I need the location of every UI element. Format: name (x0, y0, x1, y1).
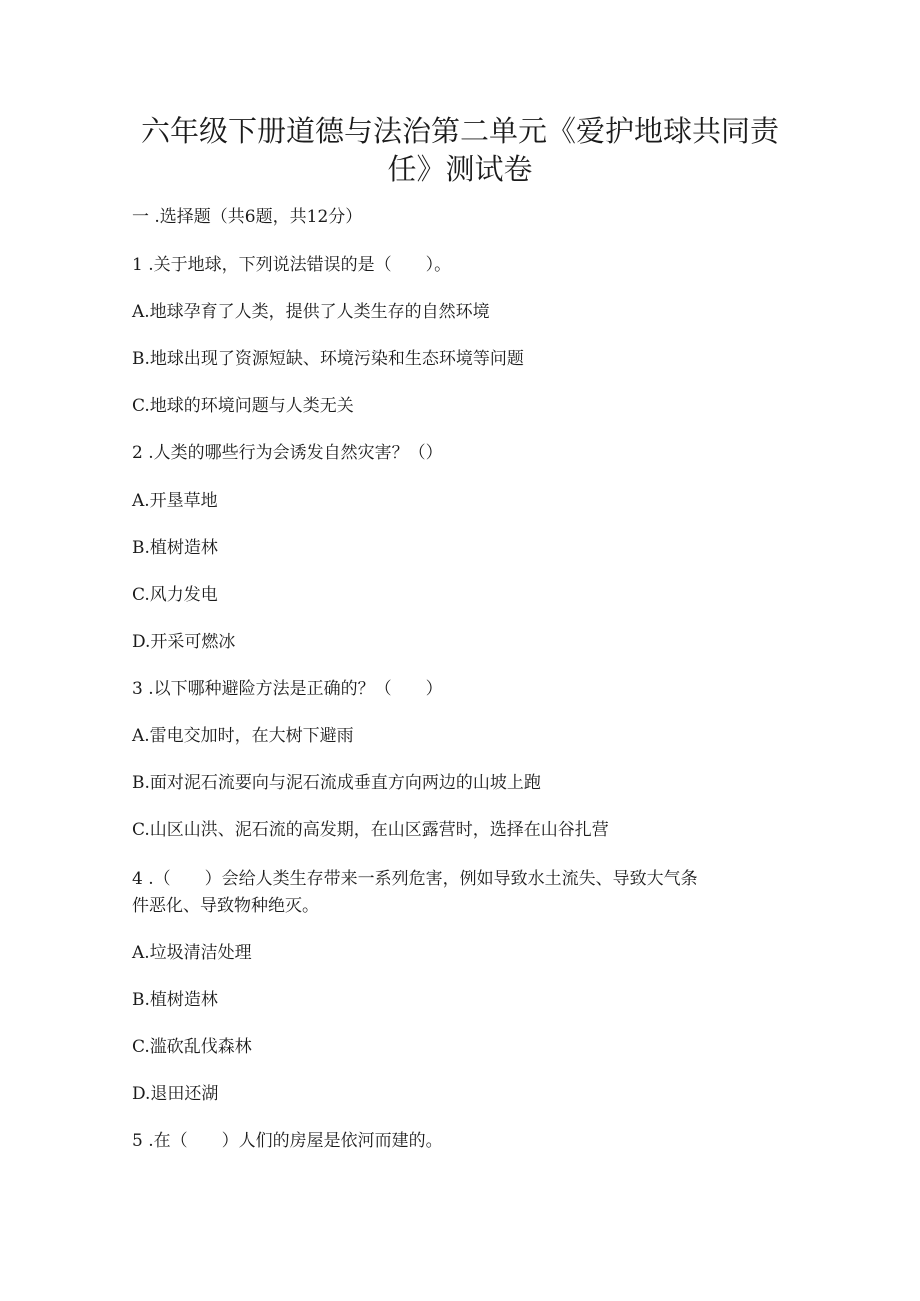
question-4-option-c: C.滥砍乱伐森林 (132, 1037, 252, 1057)
title-line-2: 任》测试卷 (387, 152, 533, 186)
question-3-stem: 3 .以下哪种避险方法是正确的？（ ） (132, 679, 443, 699)
question-2-option-a: A.开垦草地 (132, 491, 218, 511)
question-4-option-a: A.垃圾清洁处理 (132, 943, 252, 963)
question-1-option-c: C.地球的环境问题与人类无关 (132, 396, 354, 416)
question-1-option-a: A.地球孕育了人类，提供了人类生存的自然环境 (132, 302, 490, 322)
question-4-option-d: D.退田还湖 (132, 1084, 219, 1104)
question-2-option-c: C.风力发电 (132, 585, 218, 605)
question-1-stem: 1 .关于地球，下列说法错误的是（ ）。 (132, 255, 452, 275)
question-4-stem-line-2: 件恶化、导致物种绝灭。 (132, 896, 319, 916)
question-3-option-b: B.面对泥石流要向与泥石流成垂直方向两边的山坡上跑 (132, 773, 541, 793)
question-4-option-b: B.植树造林 (132, 990, 218, 1010)
section-heading: 一 .选择题（共6题，共12分） (132, 207, 363, 227)
question-4-stem-line-1: 4 .（ ）会给人类生存带来一系列危害，例如导致水土流失、导致大气条 (132, 869, 698, 889)
question-5-stem: 5 .在（ ）人们的房屋是依河而建的。 (132, 1131, 443, 1151)
question-2-stem: 2 .人类的哪些行为会诱发自然灾害？（） (132, 443, 443, 463)
question-3-option-a: A.雷电交加时，在大树下避雨 (132, 726, 354, 746)
document-title (130, 112, 790, 188)
question-1-option-b: B.地球出现了资源短缺、环境污染和生态环境等问题 (132, 349, 524, 369)
question-3-option-c: C.山区山洪、泥石流的高发期，在山区露营时，选择在山谷扎营 (132, 820, 609, 840)
question-2-option-d: D.开采可燃冰 (132, 632, 236, 652)
title-line-1: 六年级下册道德与法治第二单元《爱护地球共同责 (140, 114, 779, 148)
question-2-option-b: B.植树造林 (132, 538, 218, 558)
